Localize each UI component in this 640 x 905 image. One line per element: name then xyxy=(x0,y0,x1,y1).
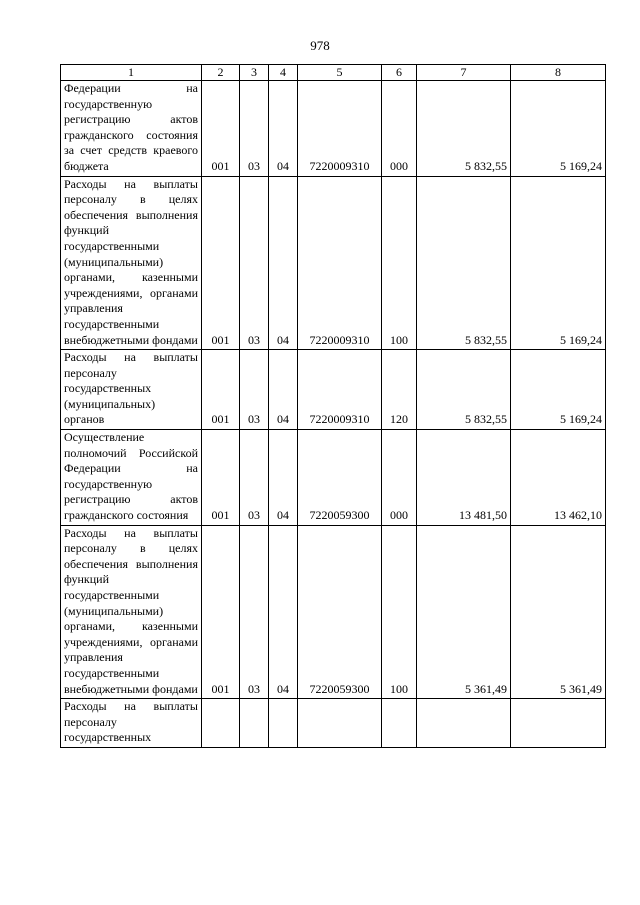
row-col-4 xyxy=(269,699,298,748)
row-col-7: 5 832,55 xyxy=(417,81,511,177)
row-col-8: 5 169,24 xyxy=(511,176,606,350)
row-description: Расходы на выплаты персоналу государственных (муниципальных) органов xyxy=(61,350,202,430)
table-row xyxy=(61,525,606,699)
table-row xyxy=(61,81,606,177)
row-col-6: 120 xyxy=(382,350,417,430)
table-row xyxy=(61,699,606,748)
table-row xyxy=(61,176,606,350)
row-description: Федерации на государственную регистрацию актов гражданского состояния за счет средств краевого бюджета xyxy=(61,81,202,177)
row-description: Осуществление полномочий Российской Федерации на государственную регистрацию актов гражданского состояния xyxy=(61,430,202,526)
header-col-6: 6 xyxy=(382,65,417,81)
page-number: 978 xyxy=(310,38,330,53)
row-col-7: 5 361,49 xyxy=(417,525,511,699)
header-row xyxy=(61,65,606,81)
header-col-4: 4 xyxy=(269,65,298,81)
row-col-2: 001 xyxy=(202,350,240,430)
row-col-4: 04 xyxy=(269,525,298,699)
row-col-3: 03 xyxy=(240,430,269,526)
row-col-6: 000 xyxy=(382,81,417,177)
header-col-3: 3 xyxy=(240,65,269,81)
row-col-2: 001 xyxy=(202,81,240,177)
row-col-3: 03 xyxy=(240,81,269,177)
row-col-3 xyxy=(240,699,269,748)
budget-table xyxy=(60,64,606,748)
row-col-7 xyxy=(417,699,511,748)
row-col-6: 100 xyxy=(382,525,417,699)
row-col-2 xyxy=(202,699,240,748)
table-body xyxy=(61,81,606,748)
row-col-2: 001 xyxy=(202,430,240,526)
row-col-3: 03 xyxy=(240,525,269,699)
row-description: Расходы на выплаты персоналу государственных xyxy=(61,699,202,748)
row-col-5: 7220009310 xyxy=(298,350,382,430)
row-col-5: 7220009310 xyxy=(298,176,382,350)
row-description: Расходы на выплаты персоналу в целях обеспечения выполнения функций государственными (муниципальными) органами, казенными учреждениями, органами управления государственными внебюджетными фондами xyxy=(61,525,202,699)
row-col-2: 001 xyxy=(202,525,240,699)
row-col-4: 04 xyxy=(269,350,298,430)
row-col-7: 13 481,50 xyxy=(417,430,511,526)
row-col-8: 13 462,10 xyxy=(511,430,606,526)
header-col-5: 5 xyxy=(298,65,382,81)
row-col-7: 5 832,55 xyxy=(417,350,511,430)
row-col-6 xyxy=(382,699,417,748)
table-row xyxy=(61,350,606,430)
row-col-6: 100 xyxy=(382,176,417,350)
row-col-7: 5 832,55 xyxy=(417,176,511,350)
table-row xyxy=(61,430,606,526)
row-description: Расходы на выплаты персоналу в целях обеспечения выполнения функций государственными (муниципальными) органами, казенными учреждениями, органами управления государственными внебюджетными фондами xyxy=(61,176,202,350)
header-col-1: 1 xyxy=(61,65,202,81)
header-col-8: 8 xyxy=(511,65,606,81)
row-col-8: 5 169,24 xyxy=(511,350,606,430)
row-col-8: 5 169,24 xyxy=(511,81,606,177)
row-col-5 xyxy=(298,699,382,748)
row-col-4: 04 xyxy=(269,81,298,177)
row-col-8 xyxy=(511,699,606,748)
row-col-5: 7220009310 xyxy=(298,81,382,177)
row-col-3: 03 xyxy=(240,176,269,350)
row-col-4: 04 xyxy=(269,430,298,526)
header-col-2: 2 xyxy=(202,65,240,81)
row-col-2: 001 xyxy=(202,176,240,350)
row-col-5: 7220059300 xyxy=(298,525,382,699)
row-col-3: 03 xyxy=(240,350,269,430)
row-col-6: 000 xyxy=(382,430,417,526)
row-col-5: 7220059300 xyxy=(298,430,382,526)
row-col-8: 5 361,49 xyxy=(511,525,606,699)
row-col-4: 04 xyxy=(269,176,298,350)
table-header xyxy=(61,65,606,81)
header-col-7: 7 xyxy=(417,65,511,81)
